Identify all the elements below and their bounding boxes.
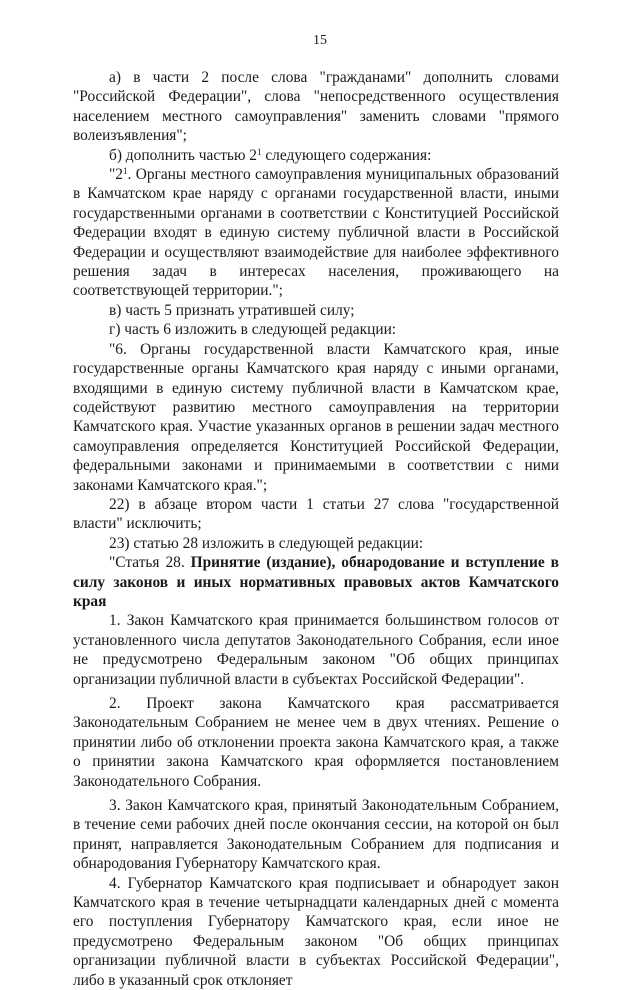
text-run: в) часть 5 признать утратившей силу; (109, 301, 355, 319)
text-run: 1. Закон Камчатского края принимается большинством голосов от установленного числа депутатов Законодательного Собрания, если иное не предусмотрено Федеральным законом "Об общих принципах организации публичной власти в субъектах Российской Федерации". (73, 612, 559, 688)
text-run: "6. Органы государственной власти Камчатского края, иные государственные органы Камчатского края наряду с иными органами, входящими в единую систему публичной власти в Камчатском крае, содействуют развитию местного самоуправления на территории Камчатского края. Участие указанных органов в решении задач местного самоуправления определяется Конституцией Российской Федерации, федеральными законами и принимаемыми в соответствии с ними законами Камчатского края."; (73, 340, 559, 494)
text-run: следующего содержания: (261, 146, 432, 164)
paragraph (73, 165, 559, 301)
text-run: "Статья 28. (109, 554, 191, 572)
paragraph (73, 611, 559, 689)
paragraph (73, 553, 559, 611)
text-run: г) часть 6 изложить в следующей редакции: (109, 321, 397, 339)
paragraph (73, 534, 559, 553)
document-body (73, 68, 559, 990)
page-number: 15 (313, 33, 327, 48)
text-run: 22) в абзаце втором части 1 статьи 27 слова "государственной власти" исключить; (73, 495, 559, 533)
text-run: . Органы местного самоуправления муниципальных образований в Камчатском крае наряду с органами государственной власти, иными государственными органами в соответствии с Конституцией Российской Федерации входят в единую систему публичной власти в Российской Федерации и осуществляют взаимодействие для наиболее эффективного решения задач в интересах населения, проживающего на соответствующей территории."; (73, 166, 559, 300)
paragraph (73, 301, 559, 320)
paragraph (73, 320, 559, 339)
superscript: 1 (257, 146, 262, 157)
paragraph (73, 340, 559, 495)
text-run: 23) статью 28 изложить в следующей редакции: (109, 534, 424, 552)
text-run: 2. Проект закона Камчатского края рассматривается Законодательным Собранием не менее чем в двух чтениях. Решение о принятии либо об отклонении проекта закона Камчатского края, а также о принятии закона Камчатского края оформляется постановлением Законодательного Собрания. (73, 695, 559, 790)
paragraph (73, 874, 559, 990)
text-run: 4. Губернатор Камчатского края подписывает и обнародует закон Камчатского края в течение четырнадцати календарных дней с момента его поступления Губернатору Камчатского края, если иное не предусмотрено Федеральным законом "Об общих принципах организации публичной власти в субъектах Российской Федерации", либо в указанный срок отклоняет (73, 874, 559, 989)
text-run: а) в части 2 после слова "гражданами" дополнить словами "Российской Федерации", слова "непосредственного осуществления населением местного самоуправления" заменить словами "прямого волеизъявления"; (73, 69, 559, 145)
text-run: "2 (109, 166, 123, 184)
paragraph (73, 68, 559, 146)
superscript: 1 (122, 165, 128, 176)
paragraph (73, 694, 559, 791)
paragraph (73, 796, 559, 874)
text-run: 3. Закон Камчатского края, принятый Законодательным Собранием, в течение семи рабочих дней после окончания сессии, на которой он был принят, направляется Законодательным Собранием для подписания и обнародования Губернатору Камчатского края. (73, 797, 559, 873)
bold-text: Принятие (издание), обнародование и вступление в силу законов и иных нормативных правовых актов Камчатского края (73, 554, 559, 610)
text-run: б) дополнить частью 2 (109, 146, 257, 164)
paragraph (73, 146, 559, 165)
paragraph (73, 495, 559, 534)
